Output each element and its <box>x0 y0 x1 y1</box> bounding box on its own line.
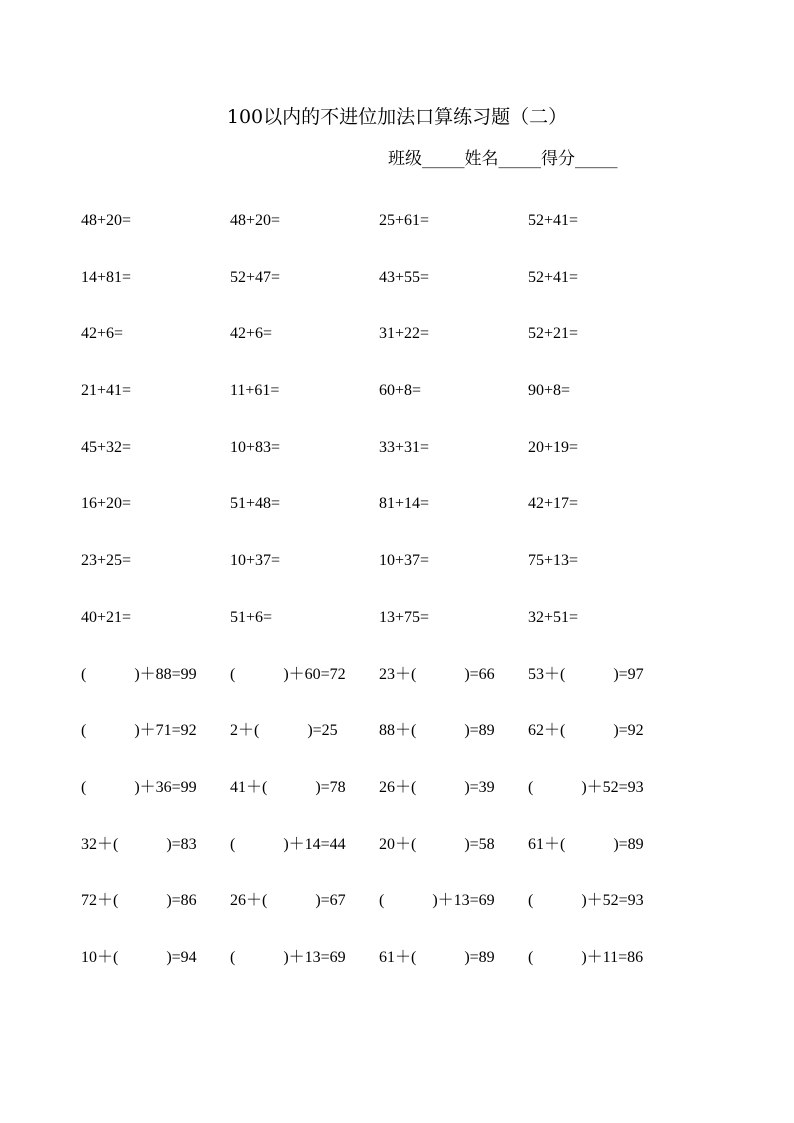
problem: 88＋( )=89 <box>379 722 495 740</box>
problem: ( )＋60=72 <box>230 665 346 683</box>
problem: 43+55= <box>379 268 430 286</box>
problem-row <box>81 485 721 542</box>
problem: 48+20= <box>81 212 132 229</box>
problem-row <box>81 712 721 769</box>
problem: 14+81= <box>81 268 132 286</box>
problem: 52+41= <box>528 268 579 286</box>
problem: ( )＋14=44 <box>230 835 346 853</box>
problem: 13+75= <box>379 608 430 626</box>
problem: 42+17= <box>528 495 579 513</box>
problem: 32+51= <box>528 608 579 626</box>
problem: 10+37= <box>379 552 430 570</box>
problem: ( )＋13=69 <box>230 948 346 966</box>
problem: 52+21= <box>528 325 579 343</box>
problem-row <box>81 259 721 316</box>
problem: 26＋( )=39 <box>379 778 495 796</box>
problem: ( )＋36=99 <box>81 778 197 796</box>
page-title: 100以内的不进位加法口算练习题（二） <box>226 106 568 128</box>
problem: 23+25= <box>81 552 132 570</box>
problem-row <box>81 315 721 372</box>
problem: 53＋( )=97 <box>528 665 644 683</box>
problem: 48+20= <box>230 212 281 229</box>
problem-row <box>81 939 721 996</box>
problem-row <box>81 202 721 259</box>
problem: 60+8= <box>379 382 422 400</box>
problem: 61＋( )=89 <box>379 948 495 966</box>
problem: 23＋( )=66 <box>379 665 495 683</box>
problem: 31+22= <box>379 325 430 343</box>
problem: ( )＋71=92 <box>81 722 197 740</box>
problem: 25+61= <box>379 212 430 229</box>
problem: 10+37= <box>230 552 281 570</box>
problem: 33+31= <box>379 438 430 456</box>
problem: 61＋( )=89 <box>528 835 644 853</box>
problem: ( )＋52=93 <box>528 892 644 910</box>
problem-row <box>81 882 721 939</box>
problem: 41＋( )=78 <box>230 778 346 796</box>
problem-row <box>81 826 721 883</box>
problem: 72＋( )=86 <box>81 892 197 910</box>
problem-row <box>81 372 721 429</box>
problem: 51+6= <box>230 608 273 626</box>
problem: 40+21= <box>81 608 132 626</box>
problem: 26＋( )=67 <box>230 892 346 910</box>
problem-row <box>81 542 721 599</box>
problem: ( )＋13=69 <box>379 892 495 910</box>
problem: 81+14= <box>379 495 430 513</box>
class-name-score-line: 班级_____姓名_____得分_____ <box>388 149 618 169</box>
problem-row <box>81 769 721 826</box>
problem: 32＋( )=83 <box>81 835 197 853</box>
problem: 10+83= <box>230 438 281 456</box>
problem: 45+32= <box>81 438 132 456</box>
problem: ( )＋88=99 <box>81 665 197 683</box>
problem: 2＋( )=25 <box>230 722 338 740</box>
problem: 42+6= <box>230 325 273 343</box>
problem-row <box>81 656 721 713</box>
problem: 11+61= <box>230 382 280 400</box>
problem: 20＋( )=58 <box>379 835 495 853</box>
problem: 21+41= <box>81 382 132 400</box>
problem-grid <box>81 202 721 996</box>
problem: 90+8= <box>528 382 571 400</box>
problem: ( )＋11=86 <box>528 948 644 966</box>
problem: 16+20= <box>81 495 132 513</box>
problem: 52+47= <box>230 268 281 286</box>
problem: 10＋( )=94 <box>81 948 197 966</box>
problem: 75+13= <box>528 552 579 570</box>
problem: 51+48= <box>230 495 281 513</box>
problem: 62＋( )=92 <box>528 722 644 740</box>
problem: ( )＋52=93 <box>528 778 644 796</box>
problem: 42+6= <box>81 325 124 343</box>
problem-row <box>81 429 721 486</box>
problem: 20+19= <box>528 438 579 456</box>
problem-row <box>81 599 721 656</box>
problem: 52+41= <box>528 212 579 229</box>
